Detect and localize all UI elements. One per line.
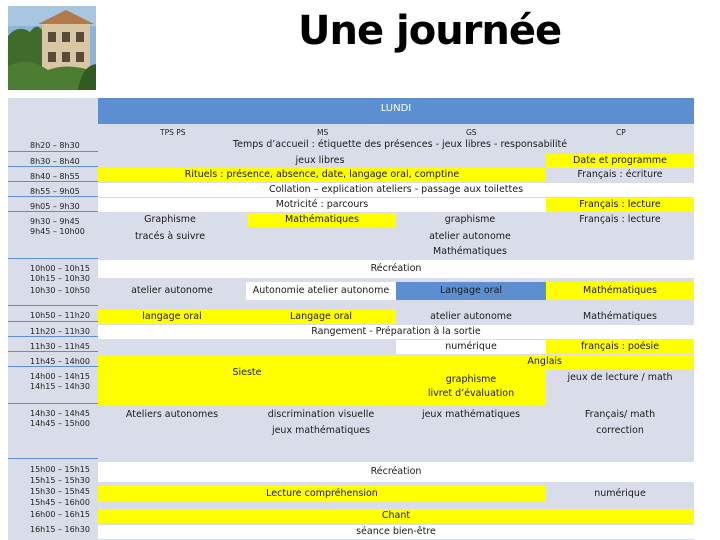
time-label: 10h00 – 10h15 [30, 264, 90, 273]
time-label: 10h50 – 11h20 [30, 311, 90, 320]
cell-maths-cp-2: Mathématiques [583, 310, 657, 322]
time-label: 11h20 – 11h30 [30, 327, 90, 336]
row-divider [8, 336, 98, 337]
cell-traces: tracés à suivre [134, 230, 206, 242]
time-label: 15h45 – 16h00 [30, 498, 90, 507]
row-divider [8, 351, 98, 352]
cell-francais-lecture: Français : lecture [546, 198, 694, 212]
cell-numerique-cp: numérique [594, 487, 646, 499]
cell-langage-ms: Langage oral [246, 310, 396, 324]
time-label: 11h45 – 14h00 [30, 357, 90, 366]
cell-rituels: Rituels : présence, absence, date, langage oral, comptine [98, 168, 546, 182]
time-label: 9h05 – 9h30 [30, 202, 80, 211]
time-label: 14h00 – 14h15 [30, 372, 90, 381]
time-label: 9h45 – 10h00 [30, 227, 85, 236]
row-divider [8, 166, 98, 167]
time-label: 15h00 – 15h15 [30, 465, 90, 474]
time-label: 15h15 – 15h30 [30, 476, 90, 485]
row-divider [8, 196, 98, 197]
time-label: 14h15 – 14h30 [30, 382, 90, 391]
row-divider [8, 305, 98, 306]
column-header-gs: GS [466, 128, 477, 137]
row-divider [8, 321, 98, 322]
sieste-label: Sieste [232, 366, 262, 378]
cell-jeux-maths-gs: jeux mathématiques [421, 408, 521, 420]
row-divider [8, 458, 98, 459]
cell-correction: correction [596, 424, 644, 436]
cell-francais-ecriture: Français : écriture [577, 168, 663, 180]
cell-recreation: Récréation [98, 260, 694, 278]
time-label: 8h55 – 9h05 [30, 187, 80, 196]
column-header-ms: MS [317, 128, 329, 137]
cell-francais-math: Français/ math [584, 408, 656, 420]
cell-jeux-maths-ms: jeux mathématiques [271, 424, 371, 436]
row-divider [8, 151, 98, 152]
cell-atelier-gs-2: atelier autonome [430, 310, 512, 322]
cell-lecture-comprehension: Lecture compréhension [98, 486, 546, 502]
time-label: 10h15 – 10h30 [30, 274, 90, 283]
cell-collation: Collation – explication ateliers - passage aux toilettes [98, 183, 694, 197]
cell-atelier-ps: atelier autonome [131, 284, 213, 296]
cell-francais-poesie: français : poésie [546, 340, 694, 354]
cell-maths-cp: Mathématiques [546, 282, 694, 300]
page-title: Une journée [298, 8, 562, 54]
school-house-photo [8, 6, 96, 90]
day-header: LUNDI [98, 98, 694, 124]
time-label: 8h40 – 8h55 [30, 172, 80, 181]
row-divider [8, 181, 98, 182]
cell-bien-etre: séance bien-être [98, 525, 694, 539]
cell-graphisme-livret [396, 369, 546, 405]
time-label: 14h45 – 15h00 [30, 419, 90, 428]
cell-francais-lecture-2: Français : lecture [579, 213, 661, 225]
cell-atelier-gs: atelier autonome [429, 230, 511, 242]
time-label: 10h30 – 10h50 [30, 286, 90, 295]
time-label: 16h00 – 16h15 [30, 510, 90, 519]
cell-chant: Chant [98, 509, 694, 523]
cell-ateliers-ps: Ateliers autonomes [125, 408, 219, 420]
time-label: 15h30 – 15h45 [30, 487, 90, 496]
cell-graphisme-gs: graphisme [444, 213, 496, 225]
cell-accueil: Temps d’accueil : étiquette des présences - jeux libres - responsabilité [232, 138, 568, 150]
cell-langage-gs: Langage oral [396, 282, 546, 300]
row-divider [8, 366, 98, 367]
row-divider [8, 211, 98, 212]
time-label: 16h15 – 16h30 [30, 525, 90, 534]
time-label: 8h20 – 8h30 [30, 141, 80, 150]
cell-anglais: Anglais [98, 355, 694, 369]
cell-numerique-gs: numérique [396, 340, 546, 354]
cell-sieste [98, 366, 396, 405]
cell-graphisme-ps: Graphisme [144, 213, 196, 225]
row-divider [8, 403, 98, 404]
time-label: 9h30 – 9h45 [30, 217, 80, 226]
cell-motricite: Motricité : parcours [98, 198, 546, 212]
cell-autonomie-ms: Autonomie atelier autonome [246, 282, 396, 300]
livret-label: livret d’évaluation [427, 388, 515, 399]
cell-maths-ms: Mathématiques [248, 213, 396, 227]
graphisme-label: graphisme [445, 373, 497, 385]
column-header-cp: CP [616, 128, 626, 137]
time-label: 11h30 – 11h45 [30, 342, 90, 351]
cell-date-programme: Date et programme [546, 154, 694, 168]
row-divider [8, 258, 98, 259]
cell-rangement: Rangement - Préparation à la sortie [98, 325, 694, 339]
time-label: 14h30 – 14h45 [30, 409, 90, 418]
cell-maths-gs: Mathématiques [433, 245, 507, 257]
cell-langage-ps: langage oral [98, 310, 246, 324]
cell-jeux-lecture: jeux de lecture / math [567, 371, 673, 383]
cell-recreation-2: Récréation [98, 462, 694, 482]
column-header-tps-ps: TPS PS [160, 128, 186, 137]
cell-discrimination: discrimination visuelle [267, 408, 375, 420]
time-label: 8h30 – 8h40 [30, 157, 80, 166]
cell-jeux-libres: jeux libres [295, 154, 345, 166]
